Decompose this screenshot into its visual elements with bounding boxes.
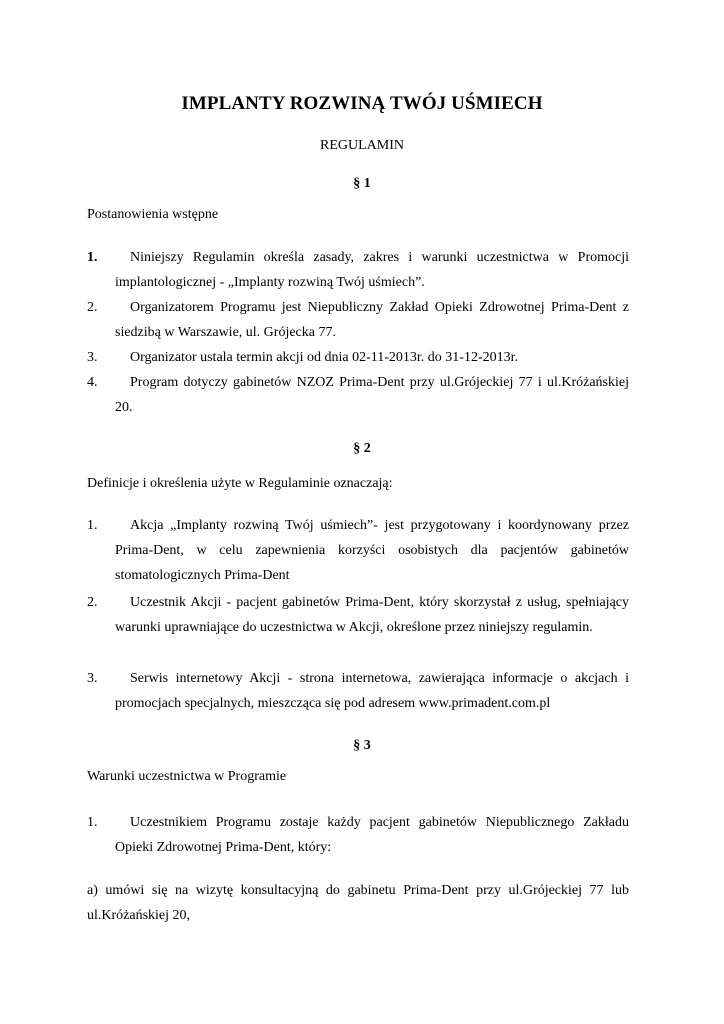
list-item-text: Niniejszy Regulamin określa zasady, zakres i warunki uczestnictwa w Promocji implantologicznej - „Implanty rozwiną Twój uśmiech”. [115,250,629,290]
list-item-text: Organizatorem Programu jest Niepubliczny Zakład Opieki Zdrowotnej Prima-Dent z siedzibą w Warszawie, ul. Grójecka 77. [115,300,629,340]
section-intro-2: Definicje i określenia użyte w Regulaminie oznaczają: [87,476,393,491]
list-item [87,666,629,716]
list-item-number: 3. [87,671,98,686]
list-item [87,245,629,295]
list-item-text: Uczestnikiem Programu zostaje każdy pacjent gabinetów Niepublicznego Zakładu Opieki Zdrowotnej Prima-Dent, który: [115,815,629,855]
list-item-text: Akcja „Implanty rozwiną Twój uśmiech”- jest przygotowany i koordynowany przez Prima-Dent, w celu zapewnienia korzyści osobistych dla pacjentów gabinetów stomatologicznych Prima-Dent [115,518,629,583]
list-item [87,513,629,588]
list-item-number: 1. [87,250,98,265]
list-item-number: 1. [87,518,98,533]
section-intro-3: Warunki uczestnictwa w Programie [87,769,287,784]
list-item [87,810,629,860]
section-mark-1: § 1 [353,176,371,191]
list-item-number: 2. [87,300,98,315]
section-mark-3: § 3 [353,738,371,753]
list-item [87,370,629,420]
list-item-text: Program dotyczy gabinetów NZOZ Prima-Dent przy ul.Grójeckiej 77 i ul.Króżańskiej 20. [115,375,629,415]
list-item [87,345,629,370]
sub-list-item: a) umówi się na wizytę konsultacyjną do gabinetu Prima-Dent przy ul.Grójeckiej 77 lub ul.Króżańskiej 20, [87,883,629,923]
list-item-text: Serwis internetowy Akcji - strona internetowa, zawierająca informacje o akcjach i promocjach specjalnych, mieszcząca się pod adresem www.primadent.com.pl [115,671,629,711]
list-item-number: 2. [87,595,98,610]
list-item [87,590,629,640]
list-item-number: 1. [87,815,98,830]
list-item-text: Organizator ustala termin akcji od dnia 02-11-2013r. do 31-12-2013r. [130,350,519,365]
list-item-number: 4. [87,375,98,390]
section-intro-1: Postanowienia wstępne [87,207,219,222]
document-subtitle: REGULAMIN [320,138,404,153]
list-item-text: Uczestnik Akcji - pacjent gabinetów Prima-Dent, który skorzystał z usług, spełniający warunki uprawniające do uczestnictwa w Akcji, określone przez niniejszy regulamin. [115,595,629,635]
list-item [87,295,629,345]
document-title: IMPLANTY ROZWINĄ TWÓJ UŚMIECH [181,93,543,114]
section-mark-2: § 2 [353,441,371,456]
list-item-number: 3. [87,350,98,365]
